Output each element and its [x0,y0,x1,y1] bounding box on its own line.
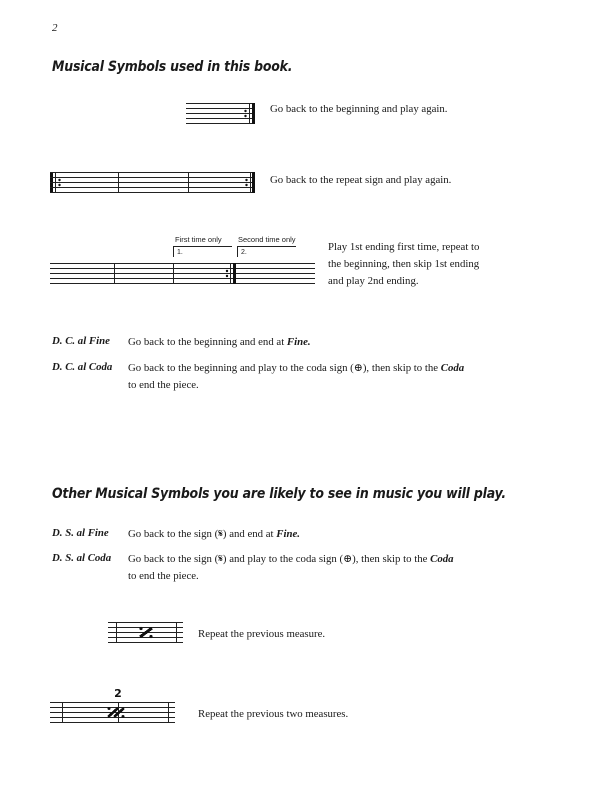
section-heading-musical-symbols: Musical Symbols used in this book. [52,57,293,75]
repeat-one-measure-description: Repeat the previous measure. [198,628,326,640]
end-repeat-description: Go back to the beginning and play again. [270,103,448,115]
definition-ds-al-fine: Go back to the sign (𝄋) and end at Fine. [128,528,300,540]
measure-count-label: 2 [114,687,122,700]
endings-description-line-3: and play 2nd ending. [328,275,419,287]
term-dc-al-coda: D. C. al Coda [52,361,113,373]
page-number: 2 [52,22,58,34]
definition-dc-al-fine: Go back to the beginning and end at Fine. [128,336,311,348]
first-ending-number: 1. [177,249,183,256]
definition-dc-al-coda: Go back to the beginning and play to the coda sign (⊕), then skip to the Coda to end the piece. [128,362,465,391]
term-dc-al-fine: D. C. al Fine [52,335,110,347]
second-ending-label: Second time only [238,235,296,244]
endings-staff [50,230,320,290]
definition-ds-al-coda: Go back to the sign (𝄋) and play to the coda sign (⊕), then skip to the Coda to end the piece. [128,553,454,582]
repeat-two-measures-staff [50,684,180,730]
repeat-one-measure-staff [108,620,188,646]
repeat-section-staff [50,170,260,196]
endings-description-line-1: Play 1st ending first time, repeat to [328,241,480,253]
endings-description-line-2: the beginning, then skip 1st ending [328,258,480,270]
repeat-section-description: Go back to the repeat sign and play again. [270,174,452,186]
term-ds-al-fine: D. S. al Fine [52,527,109,539]
second-ending-number: 2. [241,249,247,256]
term-ds-al-coda: D. S. al Coda [52,552,112,564]
section-heading-other-symbols: Other Musical Symbols you are likely to see in music you will play. [52,484,506,502]
end-repeat-staff [186,101,260,127]
repeat-two-measures-description: Repeat the previous two measures. [198,708,349,720]
first-ending-label: First time only [175,235,222,244]
